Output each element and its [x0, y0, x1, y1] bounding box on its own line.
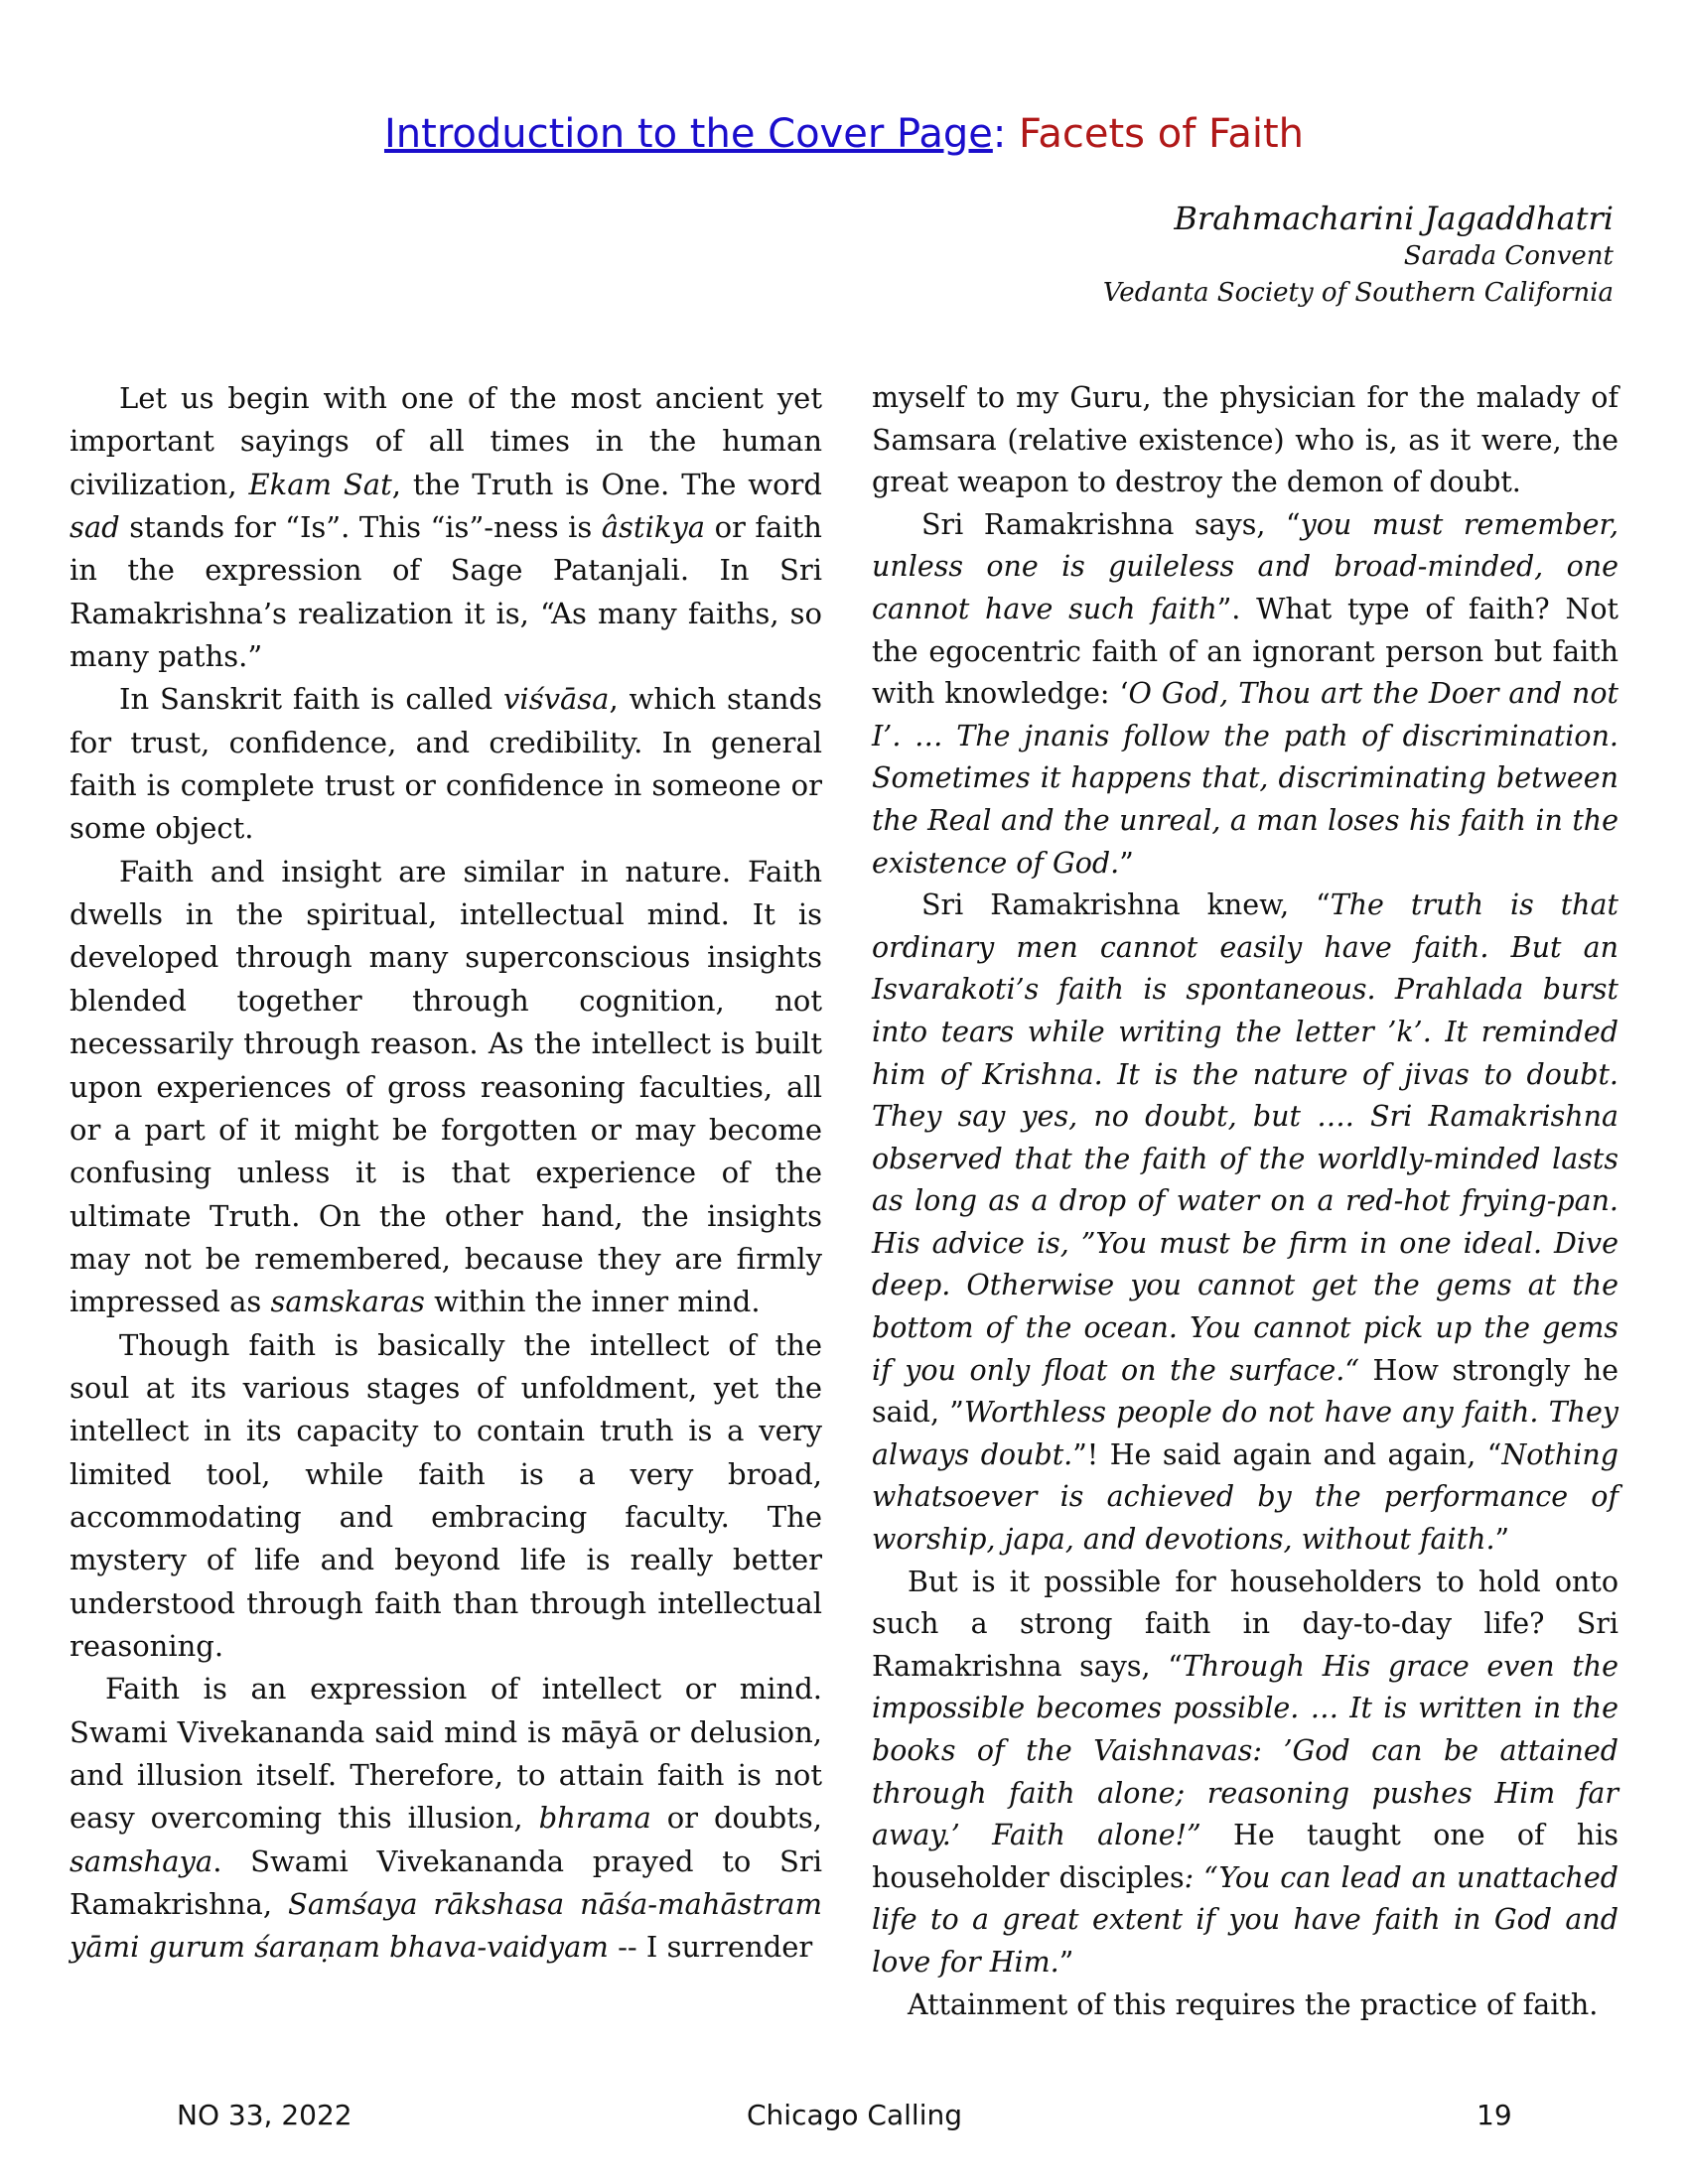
left-column	[70, 377, 822, 1970]
paragraph: In Sanskrit faith is called viśvāsa, which stands for trust, confidence, and credibility. In general faith is complete trust or confidence in someone or some object.	[70, 682, 822, 846]
footer-page-number: 19	[1477, 2099, 1512, 2131]
paragraph: Let us begin with one of the most ancient yet important sayings of all times in the human civilization, Ekam Sat, the Truth is One. The word sad stands for “Is”. This “is”-ness is âstikya or faith in the expression of Sage Patanjali. In Sri Ramakrishna’s realization it is, “As many faiths, so many paths.”	[70, 381, 822, 674]
title-separator: :	[992, 111, 1007, 157]
paragraph: Attainment of this requires the practice of faith.	[908, 1987, 1599, 2021]
author-affiliation-1: Sarada Convent	[1403, 241, 1614, 271]
paragraph: Sri Ramakrishna knew, “The truth is that ordinary men cannot easily have faith. But an Isvarakoti’s faith is spontaneous. Prahlada burst into tears while writing the letter ’k’. It reminded him of Krishna. It is the nature of jivas to doubt. They say yes, no doubt, but …. Sri Ramakrishna observed that the faith of the worldly-minded lasts as long as a drop of water on a red-hot frying-pan. His advice is, ”You must be firm in one ideal. Dive deep. Otherwise you cannot get the gems at the bottom of the ocean. You cannot pick up the gems if you only float on the surface.“ How strongly he said, ”Worthless people do not have any faith. They always doubt.”! He said again and again, “Nothing whatsoever is achieved by the performance of worship, japa, and devotions, without faith.”	[872, 888, 1619, 1557]
paragraph: myself to my Guru, the physician for the malady of Samsara (relative existence) who is, as it were, the great weapon to destroy the demon of doubt.	[872, 381, 1618, 499]
article-title: Facets of Faith	[1019, 111, 1304, 157]
author-name: Brahmacharini Jagaddhatri	[1174, 200, 1614, 237]
byline	[1103, 199, 1614, 312]
footer-issue: NO 33, 2022	[177, 2099, 352, 2131]
page-title	[0, 111, 1688, 157]
footer-publication: Chicago Calling	[747, 2099, 962, 2131]
paragraph: Faith and insight are similar in nature. Faith dwells in the spiritual, intellectual mind. It is developed through many superconscious insights blended together through cognition, not necessarily through reason. As the intellect is built upon experiences of gross reasoning faculties, all or a part of it might be forgotten or may become confusing unless it is that experience of the ultimate Truth. On the other hand, the insights may not be remembered, because they are firmly impressed as samskaras within the inner mind.	[70, 854, 822, 1319]
paragraph: Faith is an expression of intellect or mind. Swami Vivekananda said mind is māyā or delusion, and illusion itself. Therefore, to attain faith is not easy overcoming this illusion, bhrama or doubts, samshaya. Swami Vivekananda prayed to Sri Ramakrishna, Samśaya rākshasa nāśa-mahāstram yāmi gurum śaraṇam bhava-vaidyam -- I surrender	[70, 1672, 822, 1965]
cover-page-link[interactable]: Introduction to the Cover Page	[383, 111, 993, 157]
paragraph: Sri Ramakrishna says, “you must remember, unless one is guileless and broad-minded, one cannot have such faith”. What type of faith? Not the egocentric faith of an ignorant person but faith with knowledge: ‘O God, Thou art the Doer and not I’. … The jnanis follow the path of discrimination. Sometimes it happens that, discriminating between the Real and the unreal, a man loses his faith in the existence of God.”	[872, 507, 1618, 880]
paragraph: But is it possible for householders to hold onto such a strong faith in day-to-day life? Sri Ramakrishna says, “Through His grace even the impossible becomes possible. … It is written in the books of the Vaishnavas: ’God can be attained through faith alone; reasoning pushes Him far away.’ Faith alone!” He taught one of his householder disciples: “You can lead an unattached life to a great extent if you have faith in God and love for Him.”	[872, 1565, 1618, 1979]
author-affiliation-2: Vedanta Society of Southern California	[1102, 278, 1614, 308]
right-column	[872, 377, 1618, 2026]
paragraph: Though faith is basically the intellect of the soul at its various stages of unfoldment, yet the intellect in its capacity to contain truth is a very limited tool, while faith is a very broad, accommodating and embracing faculty. The mystery of life and beyond life is really better understood through faith than through intellectual reasoning.	[70, 1327, 822, 1663]
